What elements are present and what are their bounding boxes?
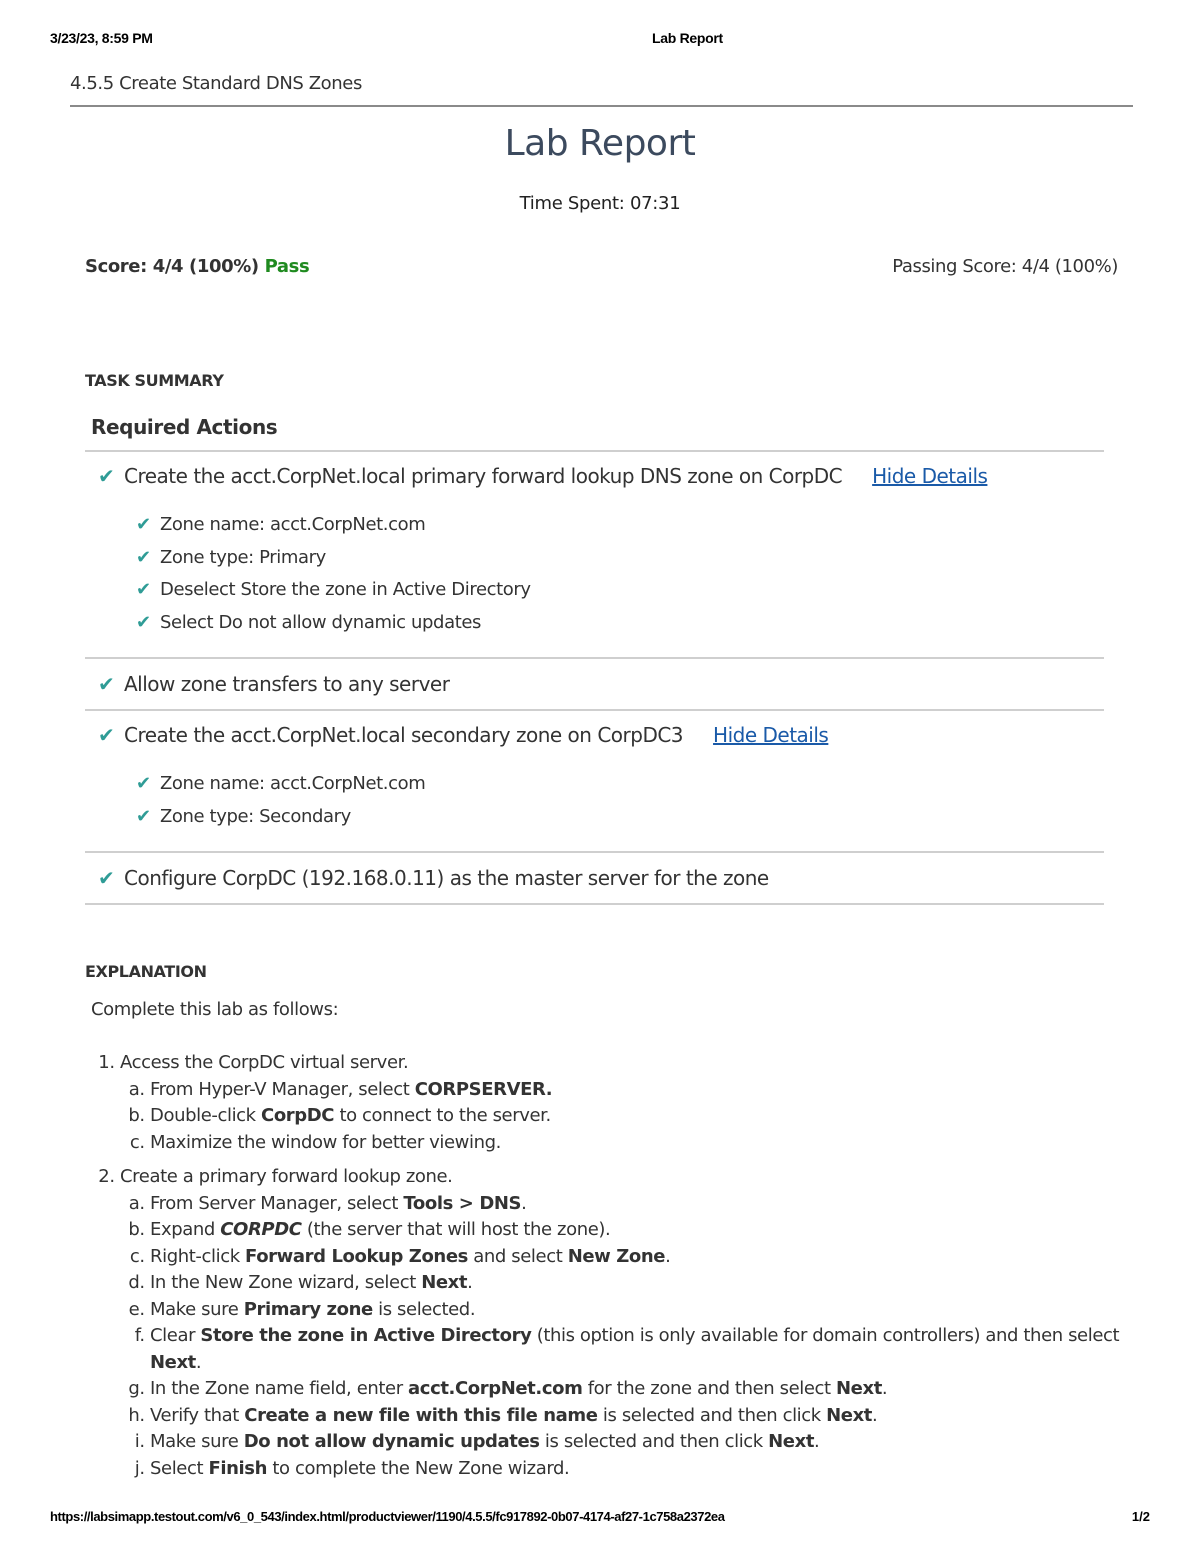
detail-text: Zone name: acct.CorpNet.com	[160, 773, 426, 794]
check-icon: ✔	[136, 579, 151, 600]
step-text: Access the CorpDC virtual server.	[120, 1052, 409, 1073]
print-date: 3/23/23, 8:59 PM	[50, 30, 153, 46]
print-title: Lab Report	[652, 30, 723, 46]
page-title: Lab Report	[504, 123, 696, 164]
check-icon: ✔	[136, 547, 151, 568]
task-detail	[136, 612, 481, 633]
check-icon: ✔	[98, 672, 115, 696]
detail-text: Select Do not allow dynamic updates	[160, 612, 482, 633]
substep-item: c. Maximize the window for better viewing.	[150, 1130, 1120, 1157]
explanation-intro: Complete this lab as follows:	[91, 999, 339, 1020]
passing-score: Passing Score: 4/4 (100%)	[892, 256, 1118, 277]
check-icon: ✔	[136, 806, 151, 827]
step-text: Create a primary forward lookup zone.	[120, 1166, 453, 1187]
hide-details-link[interactable]: Hide Details	[872, 464, 988, 488]
check-icon: ✔	[136, 773, 151, 794]
task-text: Allow zone transfers to any server	[124, 672, 450, 696]
check-icon: ✔	[136, 612, 151, 633]
task-summary-heading: TASK SUMMARY	[85, 371, 224, 390]
task-detail	[136, 547, 326, 568]
task-detail	[136, 579, 531, 600]
check-icon: ✔	[98, 723, 115, 747]
divider	[85, 657, 1104, 659]
explanation-steps	[88, 1050, 1120, 1490]
substep-item: e. Make sure Primary zone is selected.	[150, 1297, 1120, 1324]
check-icon: ✔	[98, 866, 115, 890]
detail-text: Zone type: Secondary	[160, 806, 351, 827]
divider	[85, 709, 1104, 711]
detail-text: Zone name: acct.CorpNet.com	[160, 514, 426, 535]
substep-item: f. Clear Store the zone in Active Directory (this option is only available for domain controllers) and then select Next.	[150, 1323, 1120, 1376]
substep-item: h. Verify that Create a new file with this file name is selected and then click Next.	[150, 1403, 1120, 1430]
top-divider	[70, 105, 1133, 107]
substep-item: i. Make sure Do not allow dynamic updates is selected and then click Next.	[150, 1429, 1120, 1456]
hide-details-link[interactable]: Hide Details	[713, 723, 829, 747]
task-detail	[136, 514, 425, 535]
task-item	[98, 866, 769, 890]
explanation-heading: EXPLANATION	[85, 962, 207, 981]
task-item	[98, 464, 987, 488]
substep-item: c. Right-click Forward Lookup Zones and select New Zone.	[150, 1244, 1120, 1271]
task-item	[98, 723, 828, 747]
score	[85, 256, 309, 277]
substep-item: a. From Server Manager, select Tools > DNS.	[150, 1191, 1120, 1218]
step-item	[120, 1050, 1120, 1156]
substep-item: j. Select Finish to complete the New Zone wizard.	[150, 1456, 1120, 1483]
task-detail	[136, 806, 351, 827]
task-detail	[136, 773, 425, 794]
divider	[85, 851, 1104, 853]
substep-item: b. Double-click CorpDC to connect to the server.	[150, 1103, 1120, 1130]
check-icon: ✔	[98, 464, 115, 488]
task-text: Configure CorpDC (192.168.0.11) as the master server for the zone	[124, 866, 769, 890]
check-icon: ✔	[136, 514, 151, 535]
score-label: Score: 4/4 (100%)	[85, 256, 259, 277]
task-text: Create the acct.CorpNet.local primary forward lookup DNS zone on CorpDC	[124, 464, 843, 488]
divider	[85, 903, 1104, 905]
step-item	[120, 1164, 1120, 1482]
substep-item: a. From Hyper-V Manager, select CORPSERVER.	[150, 1077, 1120, 1104]
divider	[85, 450, 1104, 452]
time-spent: Time Spent: 07:31	[519, 193, 681, 214]
footer-url: https://labsimapp.testout.com/v6_0_543/index.html/productviewer/1190/4.5.5/fc917892-0b07-4174-af27-1c758a2372ea	[50, 1509, 725, 1524]
detail-text: Deselect Store the zone in Active Directory	[160, 579, 531, 600]
substep-item: g. In the Zone name field, enter acct.CorpNet.com for the zone and then select Next.	[150, 1376, 1120, 1403]
required-actions-heading: Required Actions	[91, 415, 278, 439]
substep-item: b. Expand CORPDC (the server that will host the zone).	[150, 1217, 1120, 1244]
substep-item: d. In the New Zone wizard, select Next.	[150, 1270, 1120, 1297]
task-item	[98, 672, 449, 696]
pass-badge: Pass	[264, 256, 310, 277]
lab-name: 4.5.5 Create Standard DNS Zones	[70, 73, 362, 94]
detail-text: Zone type: Primary	[160, 547, 326, 568]
page-number: 1/2	[1131, 1509, 1150, 1524]
task-text: Create the acct.CorpNet.local secondary zone on CorpDC3	[124, 723, 684, 747]
